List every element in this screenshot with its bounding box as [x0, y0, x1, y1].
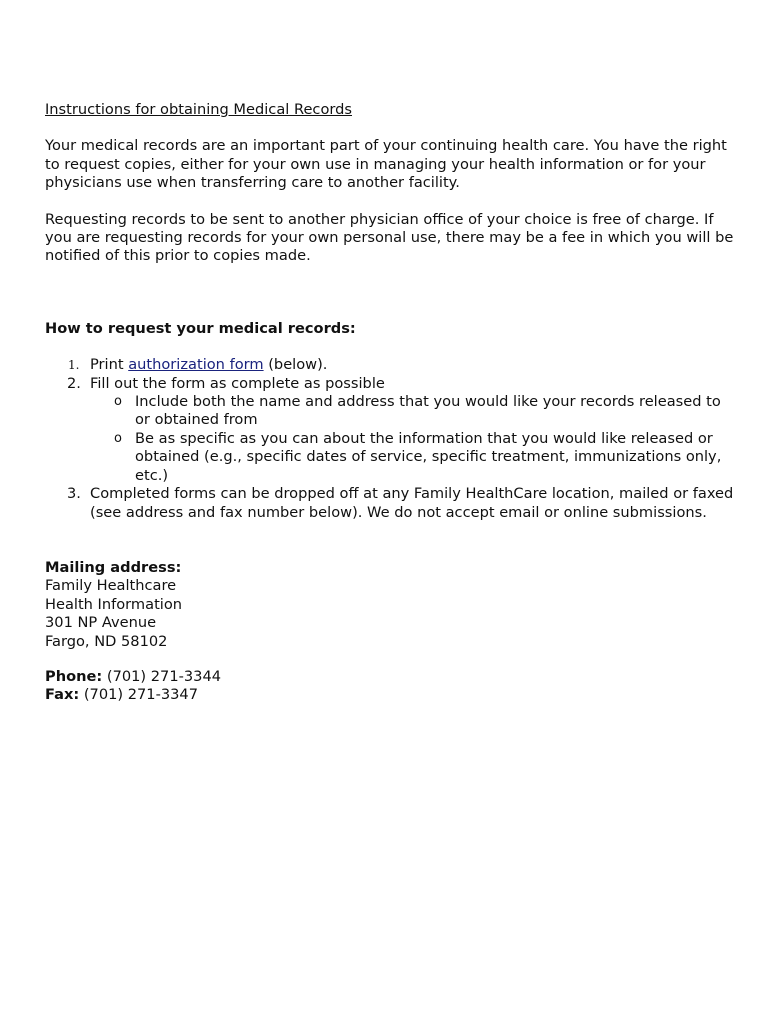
- steps-list: [45, 356, 735, 522]
- fax-label: Fax:: [45, 686, 80, 704]
- sub-list-item: [90, 430, 735, 485]
- sub-list-item: [90, 393, 735, 430]
- mailing-address: [45, 559, 735, 651]
- bullet-marker: o: [114, 394, 122, 410]
- step-text: (below).: [263, 356, 328, 374]
- sub-list: [90, 393, 735, 485]
- phone-line: [45, 668, 735, 686]
- step-number: 3.: [67, 485, 81, 503]
- step-number: 1.: [68, 358, 80, 373]
- list-item-step-2: [45, 375, 735, 485]
- fee-paragraph: Requesting records to be sent to another physician office of your choice is free of charge. If you are requesting records for your own personal use, there may be a fee in which you will be notified of this prior to copies made.: [45, 210, 734, 265]
- contact-info: [45, 668, 735, 705]
- sub-item-text: Be as specific as you can about the information that you would like released or obtained (e.g., specific dates of service, specific treatment, immunizations only, etc.): [135, 429, 722, 484]
- step-number: 2.: [67, 374, 81, 392]
- document-page: [45, 101, 735, 705]
- phone-number: (701) 271-3344: [102, 667, 222, 685]
- list-item-step-3: [45, 485, 735, 522]
- sub-item-text: Include both the name and address that you would like your records released to or obtained from: [135, 393, 721, 429]
- phone-label: Phone:: [45, 667, 103, 685]
- how-to-heading: How to request your medical records:: [45, 319, 356, 337]
- document-title: Instructions for obtaining Medical Records: [45, 101, 352, 118]
- address-line: 301 NP Avenue: [45, 614, 157, 632]
- step-text: Fill out the form as complete as possible: [90, 374, 385, 392]
- address-line: Family Healthcare: [45, 577, 177, 595]
- fax-number: (701) 271-3347: [79, 686, 198, 704]
- step-text: Completed forms can be dropped off at any Family HealthCare location, mailed or faxed (see address and fax number below). We do not accept email or online submissions.: [90, 485, 734, 521]
- mailing-heading: Mailing address:: [45, 558, 182, 576]
- list-item-step-1: [45, 356, 735, 374]
- step-text: Print: [90, 356, 129, 374]
- intro-paragraph: Your medical records are an important part of your continuing health care. You have the right to request copies, either for your own use in managing your health information or for your physicians use when transferring care to another facility.: [45, 137, 727, 192]
- bullet-marker: o: [114, 430, 122, 446]
- fax-line: [45, 686, 735, 704]
- authorization-form-link[interactable]: authorization form: [128, 356, 264, 374]
- address-line: Fargo, ND 58102: [45, 632, 168, 650]
- address-line: Health Information: [45, 595, 183, 613]
